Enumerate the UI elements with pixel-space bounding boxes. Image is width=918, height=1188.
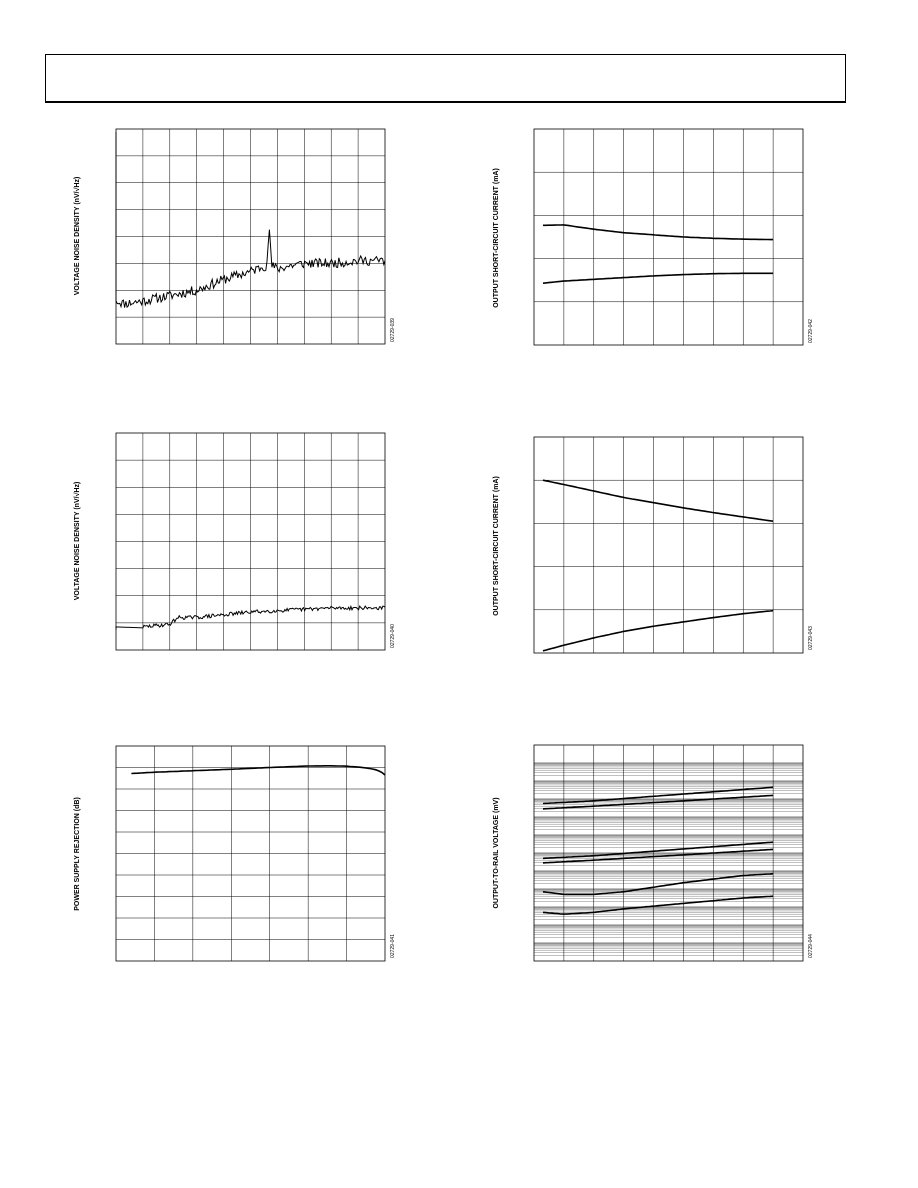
series-line-5 xyxy=(543,874,773,895)
plot-area xyxy=(534,437,803,653)
y-axis-label: OUTPUT SHORT-CIRCUIT CURRENT (mA) xyxy=(493,476,500,616)
series-line-1 xyxy=(131,766,385,775)
plot-area xyxy=(116,129,385,344)
chart-short-circuit-2 xyxy=(480,425,840,665)
figure-id: 02729-044 xyxy=(808,934,814,958)
y-axis-label: OUTPUT SHORT-CIRCUIT CURRENT (mA) xyxy=(493,168,500,308)
chart-voltage-noise-2 xyxy=(60,425,420,665)
chart-voltage-noise-1 xyxy=(60,120,420,360)
plot-frame xyxy=(534,437,803,653)
figure-id: 02729-041 xyxy=(390,934,396,958)
plot-frame xyxy=(534,129,803,345)
series-line-2 xyxy=(543,611,773,651)
figure-id: 02729-043 xyxy=(808,626,814,650)
y-axis-label: POWER SUPPLY REJECTION (dB) xyxy=(74,797,81,911)
series-line-2 xyxy=(543,273,773,283)
y-axis-label: OUTPUT-TO-RAIL VOLTAGE (mV) xyxy=(493,797,500,909)
chart-power-supply-rejection xyxy=(60,735,420,975)
plot-area xyxy=(534,745,803,961)
y-axis-label: VOLTAGE NOISE DENSITY (nV/√Hz) xyxy=(74,176,81,296)
series-line-6 xyxy=(543,896,773,914)
series-line-1 xyxy=(543,787,773,803)
plot-area xyxy=(116,433,385,650)
plot-area xyxy=(116,746,385,961)
plot-area xyxy=(534,129,803,345)
figure-id: 02729-042 xyxy=(808,319,814,343)
page-header-box xyxy=(45,54,846,103)
y-axis-label: VOLTAGE NOISE DENSITY (nV/√Hz) xyxy=(74,481,81,601)
chart-short-circuit-1 xyxy=(480,120,840,360)
series-line-1 xyxy=(543,225,773,240)
chart-output-to-rail xyxy=(480,735,840,975)
figure-id: 02729-039 xyxy=(390,318,396,342)
figure-id: 02729-040 xyxy=(390,624,396,648)
series-line-1 xyxy=(543,480,773,521)
